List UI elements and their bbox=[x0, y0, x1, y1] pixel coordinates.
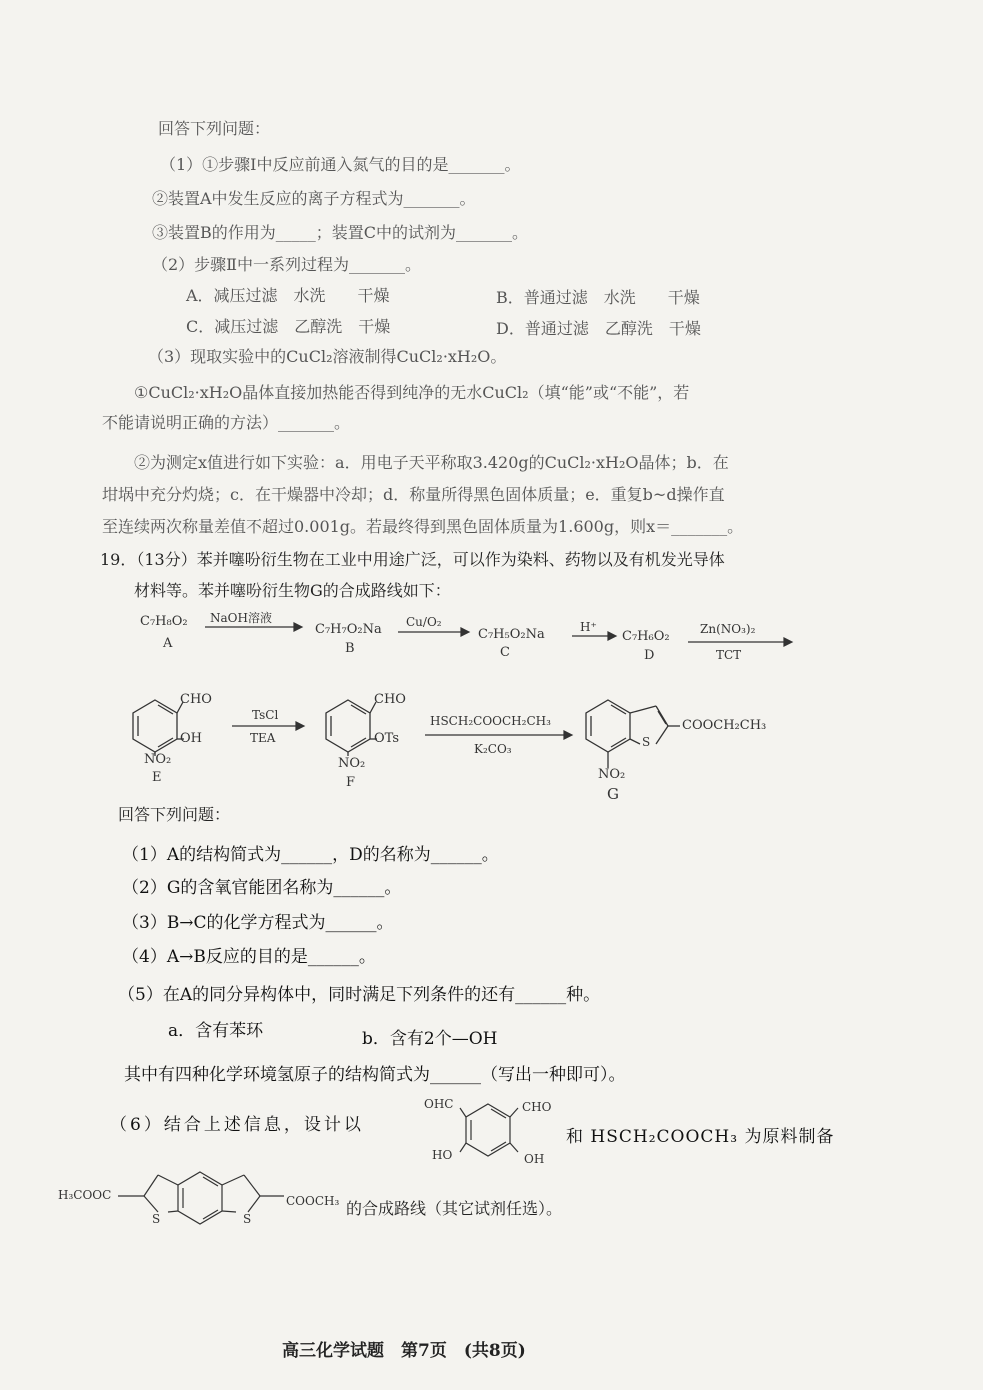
answer-3: （3）B→C的化学方程式为______。 bbox=[122, 913, 394, 933]
compound-c-label: C bbox=[500, 645, 510, 660]
answer-6-end: 的合成路线（其它试剂任选）。 bbox=[346, 1199, 563, 1218]
dialdehyde-oh-right: OH bbox=[524, 1152, 545, 1166]
answer-1: （1）A的结构简式为______，D的名称为______。 bbox=[122, 845, 499, 865]
answer-2: （2）G的含氧官能团名称为______。 bbox=[122, 878, 402, 898]
compound-d-formula: C₇H₆O₂ bbox=[622, 629, 670, 644]
answer-6-mid: 和 HSCH₂COOCH₃ 为原料制备 bbox=[566, 1127, 835, 1147]
question-3-1b: 不能请说明正确的方法）_______。 bbox=[102, 413, 351, 432]
page-footer: 高三化学试题 第7页 (共8页) bbox=[282, 1341, 526, 1361]
compound-f-structure bbox=[326, 700, 377, 756]
reagent-5-bottom: TEA bbox=[250, 731, 276, 745]
compound-a-formula: C₇H₈O₂ bbox=[140, 614, 188, 629]
question-3-2a: ②为测定x值进行如下实验：a．用电子天平称取3.420g的CuCl₂·xH₂O晶体；b．在 bbox=[134, 453, 729, 472]
question-1-1: （1）①步骤Ⅰ中反应前通入氮气的目的是_______。 bbox=[160, 155, 521, 174]
option-c: C．减压过滤 乙醇洗 干燥 bbox=[186, 317, 391, 336]
compound-e-oh: OH bbox=[180, 731, 202, 746]
compound-f-cho: CHO bbox=[374, 692, 406, 707]
reagent-2: Cu/O₂ bbox=[406, 615, 442, 629]
answer-5-tail: 其中有四种化学环境氢原子的结构简式为______（写出一种即可）。 bbox=[124, 1065, 626, 1085]
compound-g-sulfur: S bbox=[642, 735, 651, 749]
target-structure bbox=[118, 1172, 284, 1224]
dialdehyde-cho-left: OHC bbox=[424, 1097, 454, 1111]
intro-text: 回答下列问题： bbox=[158, 119, 271, 138]
compound-f-no2: NO₂ bbox=[338, 756, 366, 771]
answer-5-option-a: a．含有苯环 bbox=[168, 1021, 264, 1041]
reagent-3: H⁺ bbox=[580, 620, 597, 634]
compound-e-no2: NO₂ bbox=[144, 752, 172, 767]
compound-g-label: G bbox=[607, 785, 619, 803]
question-3-2b: 坩埚中充分灼烧；c．在干燥器中冷却；d．称量所得黑色固体质量；e．重复b~d操作直 bbox=[102, 485, 725, 504]
target-left-ester: H₃COOC bbox=[58, 1188, 112, 1202]
option-d: D．普通过滤 乙醇洗 干燥 bbox=[496, 319, 701, 338]
compound-b-label: B bbox=[345, 641, 355, 656]
option-a: A．减压过滤 水洗 干燥 bbox=[186, 286, 390, 305]
reagent-6-bottom: K₂CO₃ bbox=[474, 742, 512, 756]
compound-a-label: A bbox=[163, 636, 173, 651]
compound-g-structure bbox=[586, 700, 680, 768]
compound-g-ester: COOCH₂CH₃ bbox=[682, 718, 767, 733]
compound-d-label: D bbox=[644, 648, 655, 663]
dialdehyde-cho-right: CHO bbox=[522, 1100, 552, 1114]
answer-intro: 回答下列问题： bbox=[118, 805, 231, 824]
answer-4: （4）A→B反应的目的是______。 bbox=[122, 947, 376, 967]
dialdehyde-structure bbox=[460, 1104, 518, 1156]
compound-e-cho: CHO bbox=[180, 692, 212, 707]
target-sulfur-left: S bbox=[152, 1212, 161, 1226]
question-1-3: ③装置B的作用为_____；装置C中的试剂为_______。 bbox=[152, 223, 529, 242]
compound-c-formula: C₇H₅O₂Na bbox=[478, 627, 545, 642]
question-3-2c: 至连续两次称量差值不超过0.001g。若最终得到黑色固体质量为1.600g，则x＝_______。 bbox=[102, 517, 744, 536]
compound-b-formula: C₇H₇O₂Na bbox=[315, 622, 382, 637]
reagent-4-top: Zn(NO₃)₂ bbox=[700, 622, 756, 636]
target-sulfur-right: S bbox=[243, 1212, 252, 1226]
dialdehyde-ho-left: HO bbox=[432, 1148, 453, 1162]
reagent-4-bottom: TCT bbox=[716, 648, 742, 662]
question-1-2: ②装置A中发生反应的离子方程式为_______。 bbox=[152, 189, 476, 208]
answer-6-start: （6）结合上述信息，设计以 bbox=[110, 1115, 364, 1135]
question-3-1a: ①CuCl₂·xH₂O晶体直接加热能否得到纯净的无水CuCl₂（填“能”或“不能”，若 bbox=[134, 383, 690, 402]
answer-5-option-b: b．含有2个—OH bbox=[362, 1029, 498, 1049]
reagent-6-top: HSCH₂COOCH₂CH₃ bbox=[430, 714, 551, 728]
option-b: B．普通过滤 水洗 干燥 bbox=[496, 288, 700, 307]
answer-5: （5）在A的同分异构体中，同时满足下列条件的还有______种。 bbox=[118, 985, 601, 1005]
compound-f-label: F bbox=[346, 775, 356, 790]
compound-e-label: E bbox=[152, 770, 162, 785]
reagent-5-top: TsCl bbox=[252, 708, 279, 722]
compound-e-structure bbox=[133, 700, 184, 756]
question-2: （2）步骤Ⅱ中一系列过程为_______。 bbox=[152, 255, 422, 274]
compound-f-ots: OTs bbox=[374, 731, 400, 746]
reagent-1: NaOH溶液 bbox=[210, 611, 272, 625]
compound-g-no2: NO₂ bbox=[598, 767, 626, 782]
question-19-header-2: 材料等。苯并噻吩衍生物G的合成路线如下： bbox=[134, 581, 451, 600]
target-right-ester: COOCH₃ bbox=[286, 1194, 340, 1208]
question-19-header: 19．（13分）苯并噻吩衍生物在工业中用途广泛，可以作为染料、药物以及有机发光导体 bbox=[100, 550, 725, 569]
question-3: （3）现取实验中的CuCl₂溶液制得CuCl₂·xH₂O。 bbox=[148, 347, 507, 366]
